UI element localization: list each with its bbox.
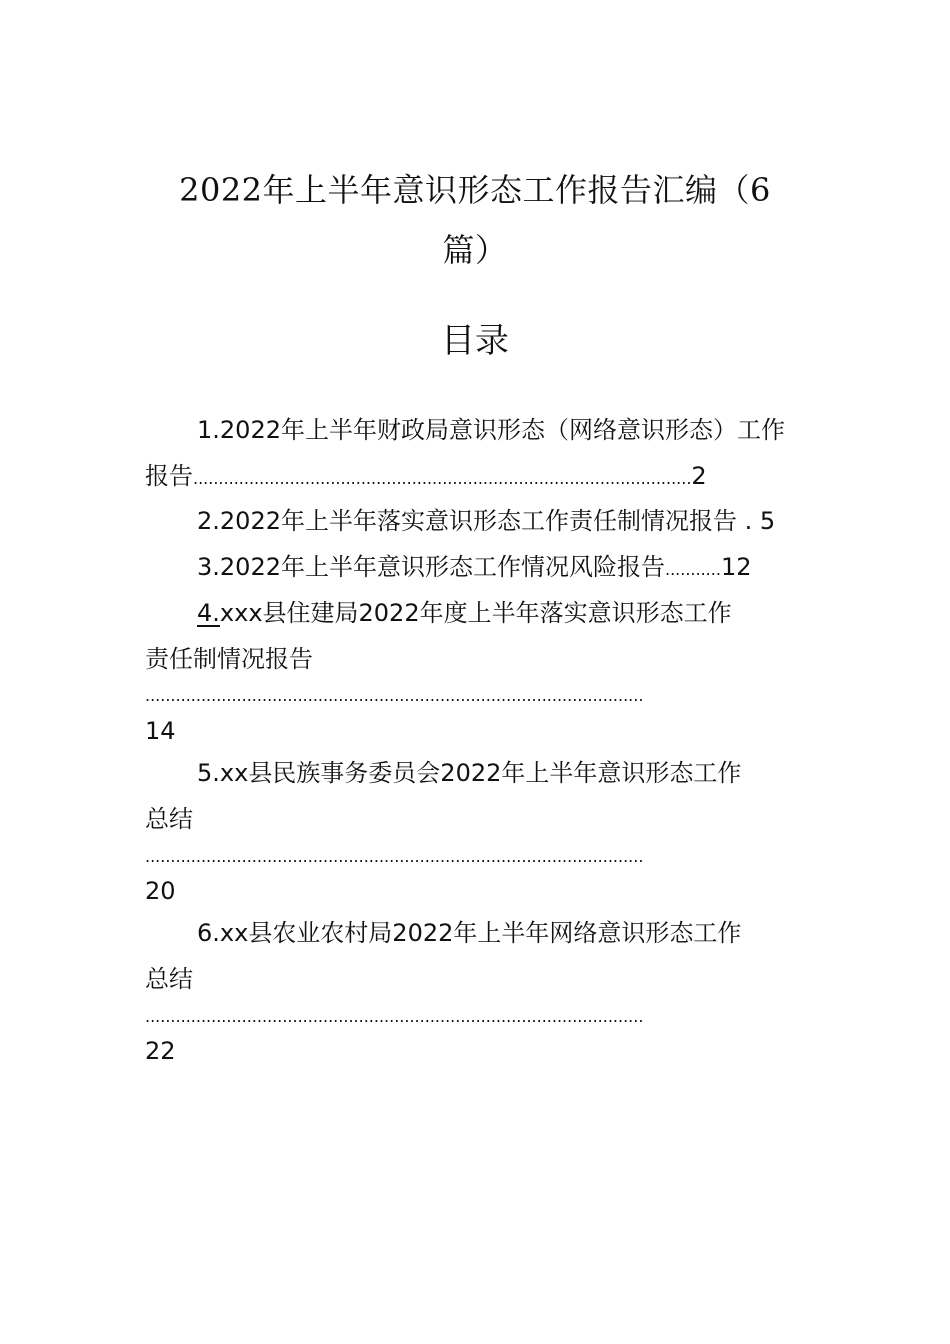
toc-item-title-cont: 总结	[145, 965, 193, 993]
toc-item-title: xxx县住建局2022年度上半年落实意识形态工作	[219, 599, 732, 627]
toc-item-number: 3.	[197, 553, 220, 581]
toc-leader-dots: ..................................................................................................	[145, 686, 644, 705]
toc-item-5-page-line[interactable]	[145, 876, 176, 906]
toc-item-page: 20	[145, 877, 176, 905]
toc-leader-dots: ..................................................................................................	[145, 847, 644, 866]
toc-item-page: 5	[759, 507, 776, 535]
document-title-line1: 2022年上半年意识形态工作报告汇编（6	[179, 171, 771, 209]
toc-item-4-line2[interactable]	[145, 644, 313, 674]
toc-item-5-line2[interactable]	[145, 804, 193, 834]
toc-item-title-cont: 报告	[145, 462, 193, 490]
toc-item-page: 12	[720, 553, 752, 581]
toc-item-4-line1[interactable]	[197, 598, 732, 628]
toc-item-title: 2022年上半年落实意识形态工作责任制情况报告	[219, 507, 737, 535]
toc-item-title: xx县民族事务委员会2022年上半年意识形态工作	[219, 759, 742, 787]
toc-item-number: 2.	[197, 507, 220, 535]
toc-item-number: 6.	[197, 919, 220, 947]
toc-item-4-leader	[145, 678, 643, 708]
toc-heading: 目录	[441, 321, 509, 361]
toc-item-title-cont: 总结	[145, 805, 193, 833]
toc-item-4-page-line[interactable]	[145, 716, 176, 746]
toc-leader-dots: ...........	[664, 560, 721, 579]
toc-item-6-line1[interactable]	[197, 918, 741, 948]
toc-item-title: xx县农业农村局2022年上半年网络意识形态工作	[219, 919, 742, 947]
toc-item-5-line1[interactable]	[197, 758, 741, 788]
toc-item-number: 4.	[197, 599, 220, 627]
toc-item-title: 2022年上半年意识形态工作情况风险报告	[219, 553, 665, 581]
document-title-line2: 篇）	[442, 231, 508, 269]
toc-item-6-page-line[interactable]	[145, 1036, 176, 1066]
toc-item-page: 14	[145, 717, 176, 745]
toc-item-3[interactable]	[197, 552, 751, 582]
toc-item-1-line1[interactable]	[197, 415, 785, 445]
toc-item-6-leader	[145, 999, 643, 1029]
toc-leader-dots: .	[744, 507, 753, 535]
toc-item-2[interactable]	[197, 506, 775, 536]
toc-item-number: 1.	[197, 416, 220, 444]
toc-item-number: 5.	[197, 759, 220, 787]
toc-item-title-cont: 责任制情况报告	[145, 645, 313, 673]
toc-item-1-line2[interactable]	[145, 461, 707, 491]
toc-item-5-leader	[145, 839, 643, 869]
toc-item-page: 2	[691, 462, 707, 490]
document-title	[145, 160, 805, 280]
toc-leader-dots: ..................................................................................................	[193, 469, 692, 488]
toc-item-title: 2022年上半年财政局意识形态（网络意识形态）工作	[219, 416, 785, 444]
toc-item-page: 22	[145, 1037, 176, 1065]
toc-item-6-line2[interactable]	[145, 964, 193, 994]
toc-leader-dots: ..................................................................................................	[145, 1007, 644, 1026]
